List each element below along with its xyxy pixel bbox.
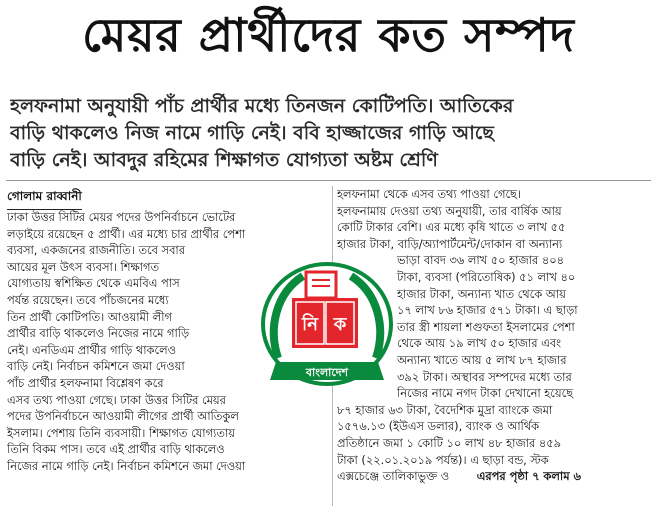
article-line: তার স্ত্রী শায়লা শগুফতা ইসলামের পেশা bbox=[397, 319, 575, 334]
article-line: ৩৯২ টাকা। অস্থাবর সম্পদের মধ্যে তার bbox=[397, 369, 572, 384]
continuation-jump: এরপর পৃষ্ঠা ৭ কলাম ৬ bbox=[476, 469, 581, 484]
subhead-line: হলফনামা অনুযায়ী পাঁচ প্রার্থীর মধ্যে তিনজন কোটিপতি। আতিকের bbox=[10, 95, 514, 117]
election-commission-logo bbox=[258, 258, 396, 398]
article-line-text: এক্সচেঞ্জে তালিকাভুক্ত ও bbox=[337, 469, 450, 484]
article-line: পাঁচ প্রার্থীর হলফনামা বিশ্লেষণ করে bbox=[7, 375, 164, 390]
article-line: বাড়ি নেই। নির্বাচন কমিশনে জমা দেওয়া bbox=[7, 359, 185, 374]
byline: গোলাম রাব্বানী bbox=[7, 188, 82, 210]
ballot-letter-left: নি bbox=[302, 314, 318, 335]
article-line: ৮৭ হাজার ৬৩ টাকা, বৈদেশিক মুদ্রা ব্যাংকে জমা bbox=[337, 402, 553, 417]
article-line: এসব তথ্য পাওয়া গেছে। ঢাকা উত্তর সিটির মেয়র bbox=[7, 392, 226, 407]
article-line: ভাড়া বাবদ ৩৬ লাখ ৫০ হাজার ৪০৪ bbox=[397, 253, 565, 268]
article-line: টাকা (২২.০১.২০১৯ পর্যন্ত)। এ ছাড়া বন্ড, স্টক bbox=[337, 452, 549, 467]
article-line: ঢাকা উত্তর সিটির মেয়র পদের উপনির্বাচনে ভোটের bbox=[7, 210, 236, 224]
article-line: টাকা, ব্যবসা (পরিতোষিক) ৫১ লাখ ৪০ bbox=[397, 269, 576, 284]
subhead-line: বাড়ি থাকলেও নিজ নামে গাড়ি নেই। ববি হাজ্জাজের গাড়ি আছে bbox=[10, 122, 494, 144]
article-line: থেকে আয় ১৯ লাখ ৫০ হাজার এবং bbox=[397, 336, 562, 351]
headline: মেয়র প্রার্থীদের কত সম্পদ bbox=[82, 8, 575, 62]
article-line: হাজার টাকা, বাড়ি/অ্যাপার্টমেন্ট/দোকান বা অন্যান্য bbox=[337, 236, 563, 251]
article-line: তিন প্রার্থী কোটিপতি। আওয়ামী লীগ bbox=[7, 309, 172, 324]
subhead-line: বাড়ি নেই। আবদুর রহিমের শিক্ষাগত যোগ্যতা অষ্টম শ্রেণি bbox=[10, 149, 438, 171]
ballot-letter-right: ক bbox=[333, 314, 347, 335]
article-line: যোগ্যতায় স্বশিক্ষিত থেকে এমবিএ পাস bbox=[7, 276, 180, 291]
article-line: নিজের নামে নগদ টাকা দেখানো হয়েছে bbox=[397, 386, 574, 401]
article-line-last bbox=[337, 468, 651, 485]
subheadline bbox=[10, 93, 650, 174]
article-line: তিনি বিকম পাস। তবে এই প্রার্থীর বাড়ি থাকলেও bbox=[7, 442, 225, 457]
article-line: পদের উপনির্বাচনে আওয়ামী লীগের প্রার্থী আতিকুল bbox=[7, 409, 239, 424]
banner-text: বাংলাদেশ bbox=[305, 366, 349, 379]
article-line: হলফনামা থেকে এসব তথ্য পাওয়া গেছে। bbox=[337, 187, 522, 201]
article-line: নেই। এনডিএম প্রার্থীর গাড়ি থাকলেও bbox=[7, 342, 176, 357]
article-line: পর্যন্ত রয়েছেন। তবে পাঁচজনের মধ্যে bbox=[7, 292, 169, 307]
article-line: হাজার টাকা, অন্যান্য খাত থেকে আয় bbox=[397, 286, 566, 301]
article-line: প্রার্থীর বাড়ি থাকলেও নিজের নামে গাড়ি bbox=[7, 326, 190, 341]
article-line: আয়ের মূল উৎস ব্যবসা। শিক্ষাগত bbox=[7, 259, 160, 274]
article-line: হলফনামায় দেওয়া তথ্য অনুযায়ী, তার বার্ষিক আয় bbox=[337, 203, 562, 218]
article-line: ১৫৭৬.১৩ (ইউএস ডলার), ব্যাংক ও আর্থিক bbox=[337, 419, 540, 434]
article-line: ১৭ লাখ ৮৬ হাজার ৫৭১ টাকা। এ ছাড়া bbox=[397, 303, 578, 318]
section-divider bbox=[6, 180, 651, 181]
banner-ribbon bbox=[270, 362, 384, 380]
article-line: কোটি টাকার বেশি। এর মধ্যে কৃষি খাতে ৩ লাখ ৫৫ bbox=[337, 220, 566, 235]
article-line: প্রতিষ্ঠানে জমা ১ কোটি ১০ লাখ ৪৮ হাজার ৪৫৯ bbox=[337, 435, 562, 450]
article-line: লড়াইয়ে রয়েছেন ৫ প্রার্থী। এর মধ্যে চার প্রার্থীর পেশা bbox=[7, 226, 246, 241]
article-line: নিজের নামে গাড়ি নেই। নির্বাচন কমিশনে জমা দেওয়া bbox=[7, 458, 246, 473]
article-line: অন্যান্য খাতে আয় ৫ লাখ ৮৭ হাজার bbox=[397, 352, 567, 367]
article-line: ব্যবসা, একজনের রাজনীতি। তবে সবার bbox=[7, 243, 185, 258]
article-line: ইসলাম। পেশায় তিনি ব্যবসায়ী। শিক্ষাগত যোগ্যতায় bbox=[7, 425, 235, 440]
